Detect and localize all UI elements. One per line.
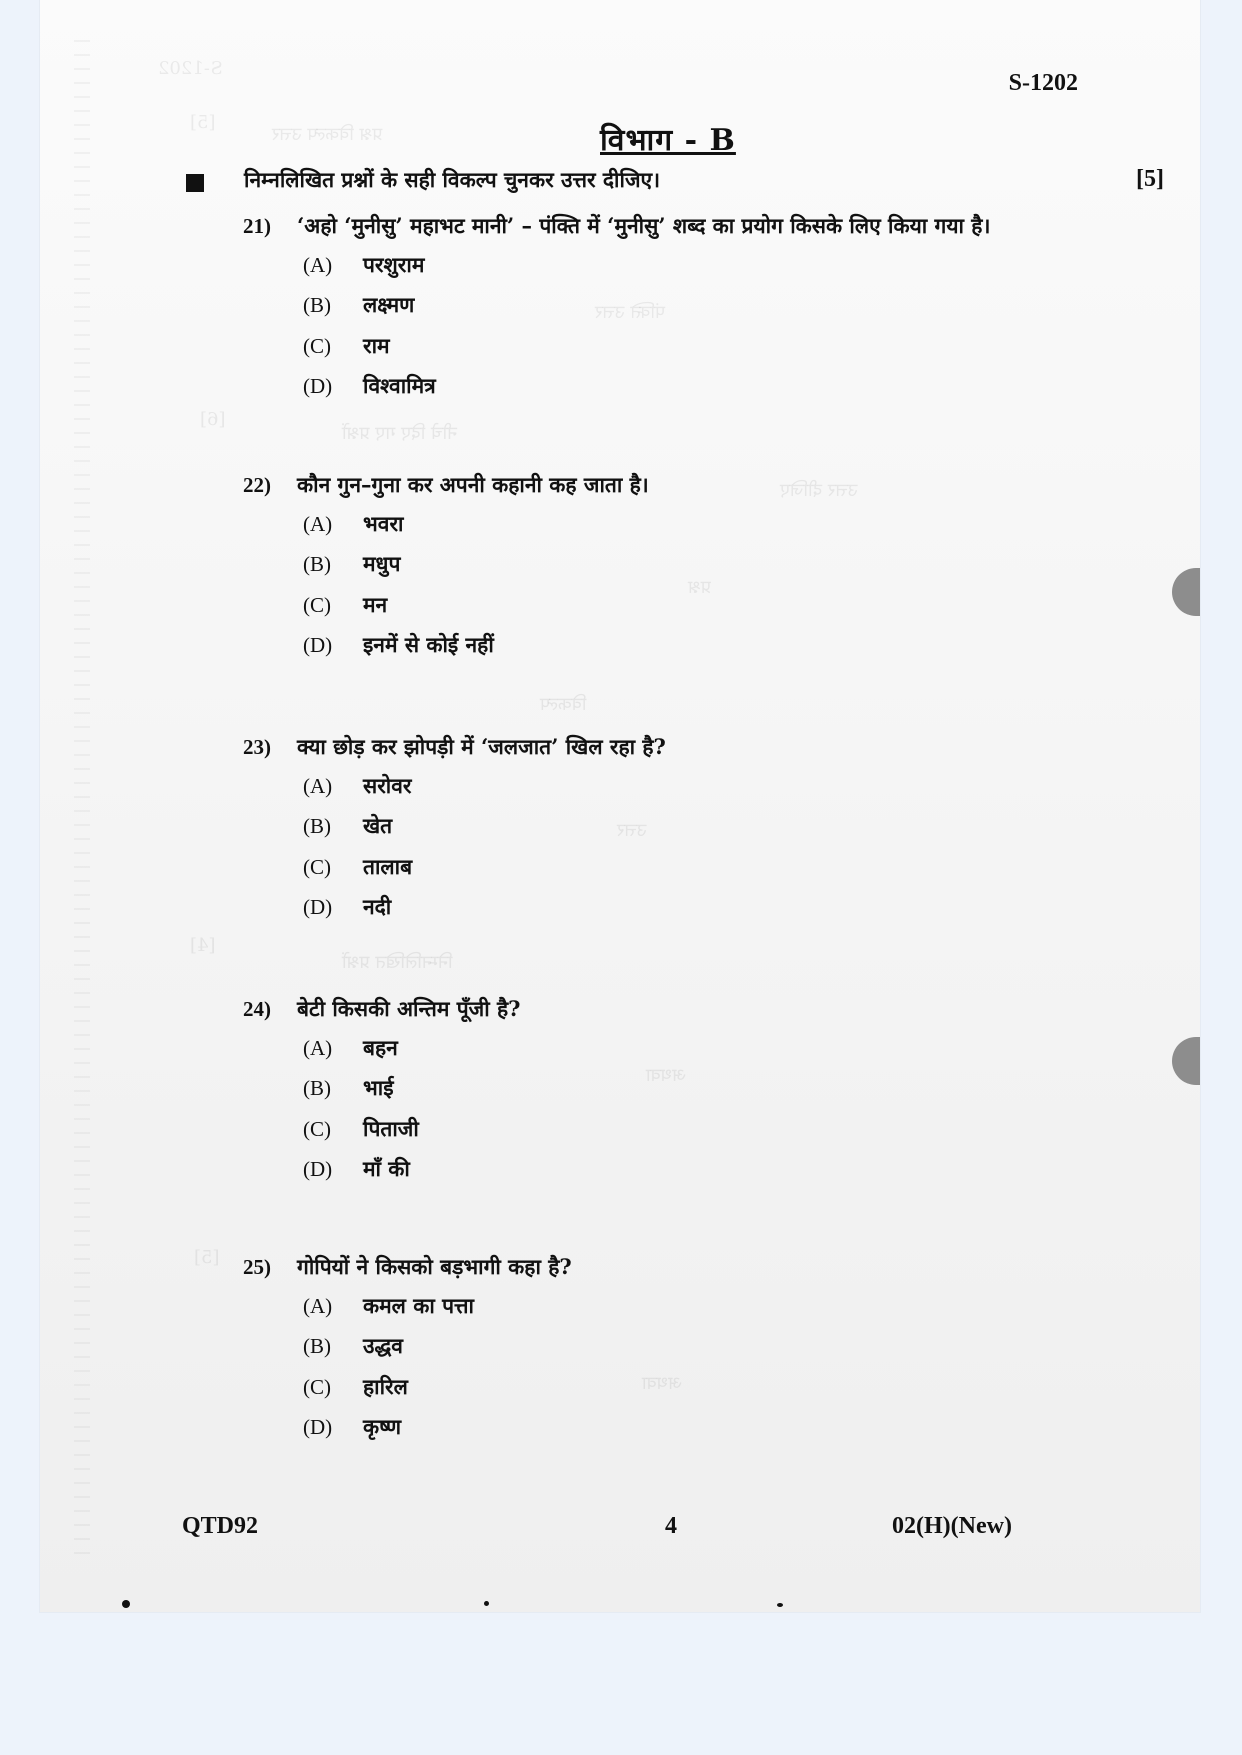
option-label: (A) xyxy=(303,1294,333,1319)
option-item xyxy=(303,773,1103,799)
question-number: 23) xyxy=(243,735,271,759)
option-label: (B) xyxy=(303,1334,331,1359)
option-label: (A) xyxy=(303,512,333,537)
option-text: हारिल xyxy=(363,1373,408,1399)
option-item xyxy=(303,373,1103,399)
punch-hole-icon xyxy=(1172,568,1200,616)
option-text: इनमें से कोई नहीं xyxy=(363,631,494,657)
question-number: 25) xyxy=(243,1255,271,1279)
punch-hole-icon xyxy=(1172,1037,1200,1085)
option-item xyxy=(303,292,1103,318)
bleed-through-text: [4] xyxy=(190,935,216,956)
bleed-through-text: उत्तर दीजिए xyxy=(780,480,858,501)
question-number: 24) xyxy=(243,997,271,1021)
option-text: माँ की xyxy=(363,1155,410,1181)
question-text: बेटी किसकी अन्तिम पूँजी है? xyxy=(297,996,521,1021)
option-item xyxy=(303,333,1103,359)
question-row xyxy=(243,471,1103,499)
bleed-through-text: S-1202 xyxy=(158,58,223,79)
option-text: विश्वामित्र xyxy=(363,372,436,398)
option-item xyxy=(303,1414,1103,1440)
option-text: नदी xyxy=(363,893,392,919)
option-text: लक्ष्मण xyxy=(363,292,415,318)
option-text: कमल का पत्ता xyxy=(363,1293,474,1319)
page-number: 4 xyxy=(665,1513,677,1539)
option-label: (C) xyxy=(303,592,331,617)
scan-mark xyxy=(777,1603,783,1607)
option-list xyxy=(303,1293,1103,1440)
option-item xyxy=(303,813,1103,839)
option-item xyxy=(303,252,1103,278)
footer-code: QTD92 xyxy=(182,1513,259,1539)
option-text: तालाब xyxy=(363,853,413,879)
bleed-through-text: उत्तर xyxy=(617,820,647,841)
option-text: बहन xyxy=(363,1035,398,1061)
option-label: (A) xyxy=(303,253,333,278)
question-text: कौन गुन–गुना कर अपनी कहानी कह जाता है। xyxy=(297,472,649,497)
paper-code: S-1202 xyxy=(1008,70,1078,96)
option-list xyxy=(303,773,1103,920)
question-paper-page xyxy=(40,0,1200,1612)
scan-mark xyxy=(122,1600,130,1608)
option-list xyxy=(303,1035,1103,1182)
question-row xyxy=(243,995,1103,1023)
option-text: भवरा xyxy=(363,511,404,537)
bleed-through-text: पंक्ति उत्तर xyxy=(595,302,666,323)
bleed-through-text: प्रश्न xyxy=(688,577,711,598)
question-number: 22) xyxy=(243,473,271,497)
option-item xyxy=(303,854,1103,880)
question-block xyxy=(243,995,1103,1196)
option-label: (B) xyxy=(303,1076,331,1101)
option-list xyxy=(303,252,1103,399)
question-row xyxy=(243,733,1103,761)
option-label: (D) xyxy=(303,373,333,398)
option-text: उद्धव xyxy=(363,1333,403,1359)
bleed-through-text: प्रश्न विकल्प उत्तर xyxy=(272,124,383,145)
option-item xyxy=(303,632,1103,658)
option-item xyxy=(303,1293,1103,1319)
subject-code: 02(H)(New) xyxy=(892,1513,1012,1539)
option-item xyxy=(303,1035,1103,1061)
option-item xyxy=(303,1374,1103,1400)
question-block xyxy=(243,1253,1103,1454)
option-label: (D) xyxy=(303,894,333,919)
bleed-through-text: [5] xyxy=(194,1247,220,1268)
question-block xyxy=(243,471,1103,672)
question-number: 21) xyxy=(243,214,271,238)
question-text: क्या छोड़ कर झोपड़ी में ‘जलजात’ खिल रहा है? xyxy=(297,734,666,759)
option-item xyxy=(303,511,1103,537)
bleed-through-text: अथवा xyxy=(646,1065,686,1086)
square-bullet-icon xyxy=(186,174,204,192)
option-text: परशुराम xyxy=(363,252,425,278)
question-row xyxy=(243,212,1103,240)
instruction-text: निम्नलिखित प्रश्नों के सही विकल्प चुनकर उत्तर दीजिए। xyxy=(244,167,661,192)
option-label: (C) xyxy=(303,854,331,879)
option-item xyxy=(303,1156,1103,1182)
option-label: (C) xyxy=(303,1374,331,1399)
bleed-through-text: नीचे दिए गए प्रश्नों xyxy=(342,423,458,444)
option-text: राम xyxy=(363,332,390,358)
page-edge-shadow xyxy=(74,40,90,1560)
option-item xyxy=(303,1333,1103,1359)
option-text: पिताजी xyxy=(363,1115,419,1141)
option-label: (D) xyxy=(303,1414,333,1439)
question-text: गोपियों ने किसको बड़भागी कहा है? xyxy=(297,1254,572,1279)
question-block xyxy=(243,733,1103,934)
option-item xyxy=(303,1116,1103,1142)
option-text: मन xyxy=(363,591,388,617)
option-label: (C) xyxy=(303,1116,331,1141)
option-label: (B) xyxy=(303,814,331,839)
option-item xyxy=(303,894,1103,920)
option-label: (C) xyxy=(303,333,331,358)
option-text: भाई xyxy=(363,1075,394,1101)
section-heading: विभाग - B xyxy=(600,123,736,158)
option-text: कृष्ण xyxy=(363,1413,402,1439)
option-item xyxy=(303,592,1103,618)
question-text: ‘अहो ‘मुनीसु’ महाभट मानी’ – पंक्ति में ‘मुनीसु’ शब्द का प्रयोग किसके लिए किया गया है। xyxy=(297,213,991,238)
bleed-through-text: विकल्प xyxy=(540,694,587,715)
bleed-through-text: [5] xyxy=(190,112,216,133)
bleed-through-text: [6] xyxy=(200,409,226,430)
option-text: सरोवर xyxy=(363,773,412,799)
marks-label: [5] xyxy=(1136,166,1164,192)
option-label: (D) xyxy=(303,632,333,657)
option-label: (A) xyxy=(303,1036,333,1061)
option-label: (B) xyxy=(303,293,331,318)
option-text: मधुप xyxy=(363,551,401,577)
scan-mark xyxy=(484,1601,489,1606)
option-label: (A) xyxy=(303,774,333,799)
bleed-through-text: अथवा xyxy=(642,1373,682,1394)
option-label: (D) xyxy=(303,1156,333,1181)
question-block xyxy=(243,212,1103,413)
option-label: (B) xyxy=(303,552,331,577)
option-list xyxy=(303,511,1103,658)
option-item xyxy=(303,551,1103,577)
option-item xyxy=(303,1075,1103,1101)
option-text: खेत xyxy=(363,813,393,839)
bleed-through-text: निम्नलिखित प्रश्नों xyxy=(342,952,453,973)
question-row xyxy=(243,1253,1103,1281)
